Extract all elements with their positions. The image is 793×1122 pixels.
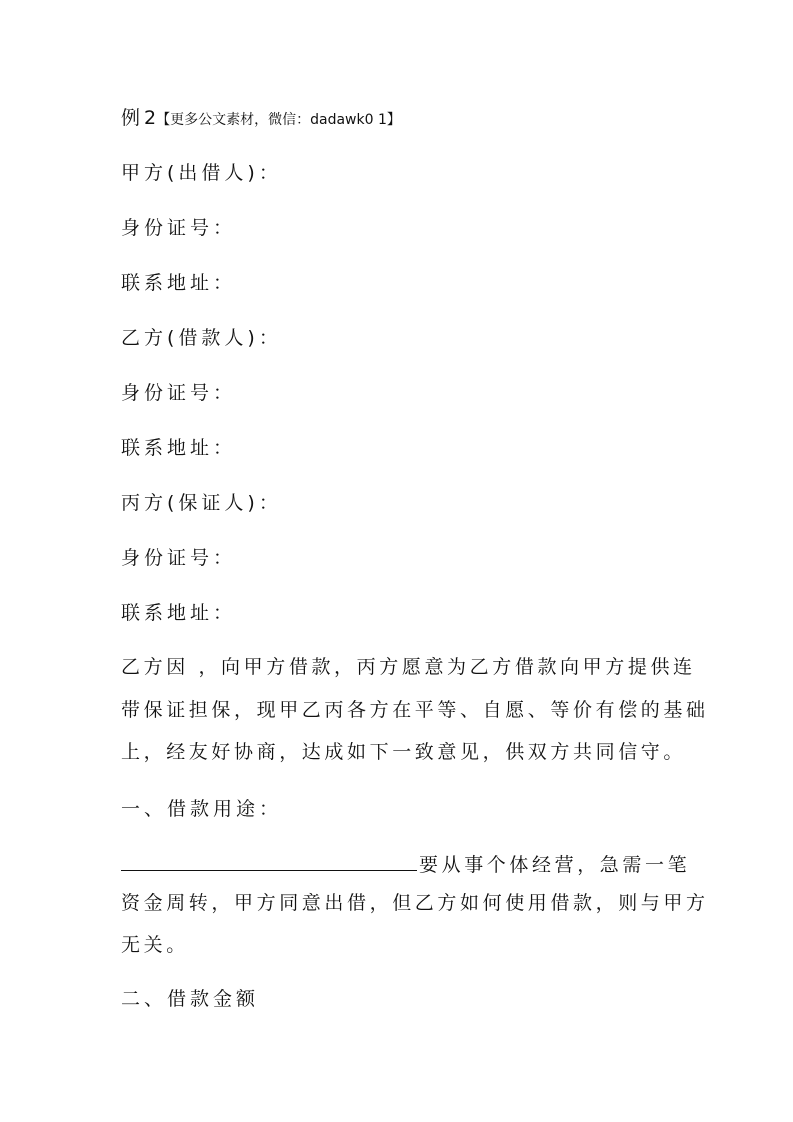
intro-paragraph-line: 乙方因 ，向甲方借款，丙方愿意为乙方借款向甲方提供连: [121, 656, 696, 678]
section1-paragraph-line: 资金周转，甲方同意出借，但乙方如何使用借款，则与甲方: [121, 892, 709, 914]
section1-paragraph-line: [121, 850, 690, 877]
party-c-address-label: 联系地址：: [121, 602, 237, 624]
document-heading: [121, 106, 401, 132]
section1-title: 一、借款用途：: [121, 798, 283, 820]
section1-line1-text: 要从事个体经营，急需一笔: [419, 854, 691, 876]
party-c-id-label: 身份证号：: [121, 547, 237, 569]
heading-source-note: 【更多公文素材，微信：dadawk0 1】: [156, 112, 401, 128]
heading-prefix: 例: [121, 107, 145, 129]
heading-number: 2: [144, 107, 157, 129]
party-a-label: 甲方(出借人)：: [121, 162, 282, 184]
blank-fill-line: [121, 850, 417, 871]
party-b-id-label: 身份证号：: [121, 382, 237, 404]
intro-paragraph-line: 上，经友好协商，达成如下一致意见，供双方共同信守。: [121, 741, 687, 763]
section2-title: 二、借款金额: [121, 988, 260, 1010]
party-b-label: 乙方(借款人)：: [121, 327, 282, 349]
party-b-address-label: 联系地址：: [121, 437, 237, 459]
party-c-label: 丙方(保证人)：: [121, 492, 282, 514]
party-a-id-label: 身份证号：: [121, 217, 237, 239]
intro-paragraph-line: 带保证担保，现甲乙丙各方在平等、自愿、等价有偿的基础: [121, 699, 709, 721]
section1-paragraph-line: 无关。: [121, 934, 189, 956]
party-a-address-label: 联系地址：: [121, 272, 237, 294]
